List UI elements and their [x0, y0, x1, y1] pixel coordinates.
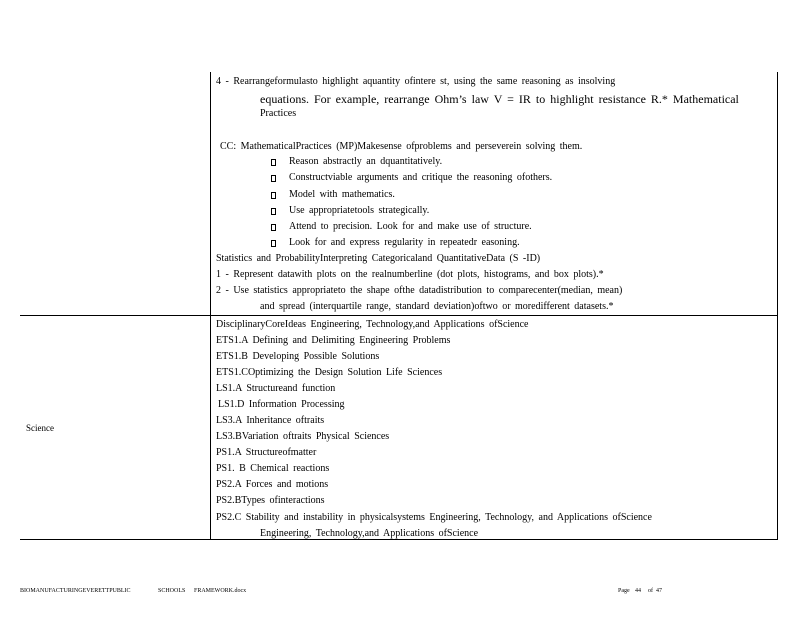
practice-item: Look for and express regularity in repeatedr easoning.: [289, 237, 520, 248]
stat-item-1: 1 - Represent datawith plots on the realnumberline (dot plots, histograms, and box plots).*: [216, 269, 604, 280]
footer-filename: FRAMEWORK.docx: [194, 588, 247, 594]
stat-item-2-line1: 2 - Use statistics appropriateto the shape ofthe datadistribution to comparecenter(median, mean): [216, 285, 623, 296]
science-line: LS1.D Information Processing: [218, 399, 345, 410]
stats-heading: Statistics and ProbabilityInterpreting Categoricaland QuantitativeData (S -ID): [216, 253, 541, 264]
science-row-label: Science: [26, 423, 54, 433]
table-row-divider: [20, 315, 778, 316]
cc-heading: CC: MathematicalPractices (MP)Makesense ofproblems and perseverein solving them.: [220, 141, 583, 152]
science-line: PS1.A Structureofmatter: [216, 447, 317, 458]
footer-of-label: of: [648, 588, 653, 594]
science-line: LS1.A Structureand function: [216, 383, 336, 394]
science-line: ETS1.A Defining and Delimiting Engineering Problems: [216, 335, 451, 346]
science-line: ETS1.COptimizing the Design Solution Life Sciences: [216, 367, 443, 378]
practice-item: Constructviable arguments and critique the reasoning ofothers.: [289, 172, 553, 183]
practice-item: Attend to precision. Look for and make use of structure.: [289, 221, 532, 232]
science-line-continuation: Engineering, Technology,and Applications ofScience: [260, 528, 479, 539]
footer-page-total: 47: [656, 588, 662, 594]
footer-page-number: 44: [635, 588, 641, 594]
practice-bullet-icon: [271, 240, 276, 247]
practice-item: Model with mathematics.: [289, 189, 395, 200]
practice-bullet-icon: [271, 159, 276, 166]
science-line: PS2.BTypes ofinteractions: [216, 495, 325, 506]
science-line: DisciplinaryCoreIdeas Engineering, Technology,and Applications ofScience: [216, 319, 529, 330]
table-right-border: [777, 72, 778, 540]
science-line: LS3.A Inheritance oftraits: [216, 415, 325, 426]
science-line: LS3.BVariation oftraits Physical Sciences: [216, 431, 390, 442]
table-vertical-divider: [210, 72, 211, 540]
footer-schools: SCHOOLS: [158, 588, 186, 594]
stat-item-2-line2: and spread (interquartile range, standard deviation)oftwo or moredifferent datasets.*: [260, 301, 614, 312]
science-line: PS2.A Forces and motions: [216, 479, 329, 490]
practice-bullet-icon: [271, 208, 276, 215]
item4-line1: 4 - Rearrangeformulasto highlight aquantity ofintere st, using the same reasoning as insolving: [216, 76, 616, 87]
practice-bullet-icon: [271, 192, 276, 199]
footer-doc-name: BIOMANUFACTURINGEVERETTPUBLIC: [20, 588, 131, 594]
practice-item: Reason abstractly an dquantitatively.: [289, 156, 443, 167]
practice-bullet-icon: [271, 224, 276, 231]
item4-line2: equations. For example, rearrange Ohm’s law V = IR to highlight resistance R.* Mathematical: [260, 92, 739, 106]
footer-page-label: Page: [618, 588, 630, 594]
item4-line3: Practices: [260, 108, 297, 119]
practice-bullet-icon: [271, 175, 276, 182]
science-line: PS2.C Stability and instability in physicalsystems Engineering, Technology, and Applications ofScience: [216, 512, 652, 523]
science-line: ETS1.B Developing Possible Solutions: [216, 351, 380, 362]
science-line: PS1. B Chemical reactions: [216, 463, 330, 474]
practice-item: Use appropriatetools strategically.: [289, 205, 430, 216]
